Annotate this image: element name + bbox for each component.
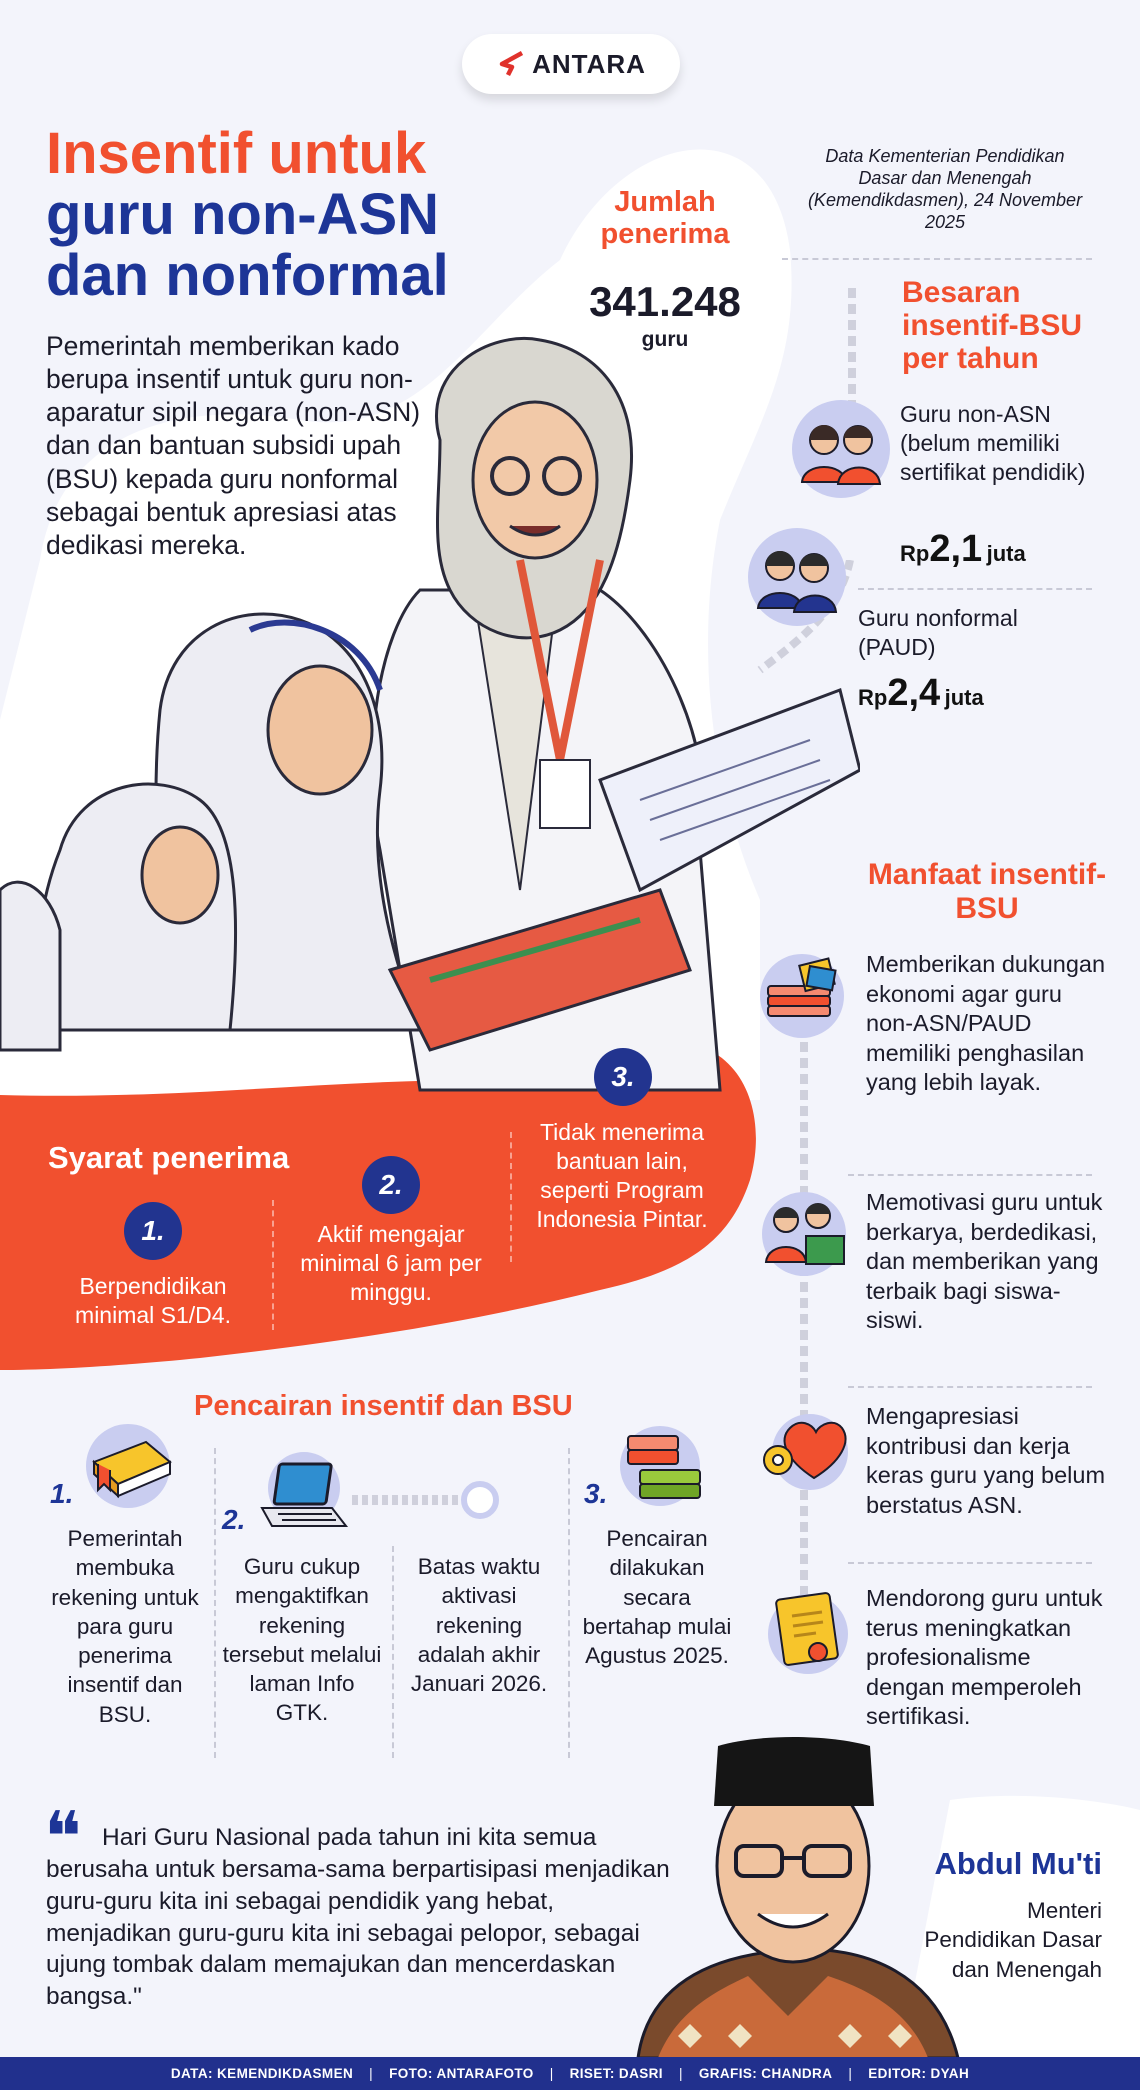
requirement-1-badge: 1.: [124, 1202, 182, 1260]
headline: [46, 121, 586, 308]
credit-separator: |: [369, 2066, 374, 2081]
requirement-2-badge: 2.: [362, 1156, 420, 1214]
brand-name: ANTARA: [532, 48, 646, 79]
credit-photo: FOTO: ANTARAFOTO: [389, 2066, 534, 2081]
headline-line-3: dan nonformal: [46, 242, 449, 308]
amount-item-1-label: Guru non-ASN (belum memiliki sertifikat pendidik): [900, 401, 1086, 486]
quote-text: Hari Guru Nasional pada tahun ini kita semua berusaha untuk bersama-sama berpartisipasi menjadikan guru-guru kita ini sebagai pendidik yang hebat, menjadikan guru-guru kita ini sebagai pelopor, sebagai ujung tombak dalam memajukan dan mencerdaskan bangsa.": [46, 1824, 670, 2011]
amounts-divider: [858, 588, 1092, 590]
requirement-1-text: Berpendidikan minimal S1/D4.: [75, 1273, 231, 1328]
credit-graphics: GRAFIS: CHANDRA: [698, 2066, 833, 2081]
credit-data: DATA: KEMENDIKDASMEN: [170, 2066, 354, 2081]
benefits-connector: [800, 1010, 808, 1620]
requirement-2-text: Aktif mengajar minimal 6 jam per minggu.: [300, 1221, 482, 1305]
credit-research: RISET: DASRI: [569, 2066, 663, 2081]
minister-portrait: [618, 1736, 968, 2058]
benefit-divider-2: [848, 1386, 1092, 1388]
amount-item-2-label: Guru nonformal (PAUD): [858, 605, 1018, 661]
recipients-title: Jumlah penerima: [600, 186, 730, 251]
benefits-title: Manfaat insentif-BSU: [867, 858, 1107, 925]
teacher-board-icon: [756, 1186, 852, 1282]
step-2-text: Guru cukup mengaktifkan rekening tersebut melalui laman Info GTK.: [222, 1554, 382, 1726]
amount-item-2-value: [858, 672, 984, 715]
step-divider-3: [568, 1448, 570, 1758]
amount-item-1-number: 2,1: [929, 528, 983, 570]
certificate-icon: [760, 1582, 856, 1678]
benefit-divider-1: [848, 1174, 1092, 1176]
recipients-unit: guru: [641, 328, 689, 351]
data-source: Data Kementerian Pendidikan Dasar dan Menengah (Kemendikdasmen), 24 November 2025: [807, 146, 1083, 232]
speaker-name: Abdul Mu'ti: [934, 1846, 1102, 1881]
credit-separator: |: [678, 2066, 683, 2081]
amount-item-2-unit: juta: [944, 685, 984, 710]
amount-item-1-value: [900, 528, 1026, 571]
credit-editor: EDITOR: DYAH: [868, 2066, 970, 2081]
step-divider-1: [214, 1448, 216, 1758]
amount-item-2-number: 2,4: [887, 672, 941, 714]
intro-paragraph: Pemerintah memberikan kado berupa insentif untuk guru non-aparatur sipil negara (non-ASN) dan dan bantuan subsidi upah (BSU) kepada guru nonformal sebagai bentuk apresiasi atas dedikasi mereka.: [46, 331, 421, 560]
benefit-3-text: Mengapresiasi kontribusi dan kerja keras guru yang belum berstatus ASN.: [866, 1403, 1106, 1518]
disbursement-title: Pencairan insentif dan BSU: [194, 1390, 573, 1422]
step-3-text: Pencairan dilakukan secara bertahap mulai Agustus 2025.: [582, 1526, 732, 1668]
amount-item-1-unit: juta: [986, 541, 1026, 566]
recipients-value: 341.248: [589, 278, 741, 325]
amount-item-2-currency: Rp: [858, 685, 888, 710]
speaker-role: Menteri Pendidikan Dasar dan Menengah: [924, 1898, 1102, 1982]
teachers-blue-pair-icon: [748, 528, 846, 626]
step-1-text: Pemerintah membuka rekening untuk para guru penerima insentif dan BSU.: [51, 1526, 199, 1727]
step-divider-2: [392, 1546, 394, 1758]
cash-icon: [610, 1418, 710, 1518]
requirement-divider-2: [510, 1132, 512, 1262]
step-2-number: 2.: [222, 1504, 246, 1535]
step-deadline-text: Batas waktu aktivasi rekening adalah akhir Januari 2026.: [410, 1554, 548, 1696]
book-icon: [76, 1418, 176, 1518]
laptop-icon: [252, 1446, 352, 1546]
antara-logo-mark-icon: [496, 49, 526, 79]
money-stack-icon: [756, 950, 848, 1042]
step-1-number: 1.: [50, 1478, 74, 1509]
benefit-1-text: Memberikan dukungan ekonomi agar guru non-ASN/PAUD memiliki penghasilan yang lebih layak.: [866, 951, 1106, 1096]
amounts-title: Besaran insentif-BSU per tahun: [902, 276, 1082, 375]
benefit-4-text: Mendorong guru untuk terus meningkatkan profesionalisme dengan memperoleh sertifikasi.: [866, 1585, 1103, 1730]
amount-item-1-currency: Rp: [900, 541, 930, 566]
quote-mark-icon: ❝: [44, 1798, 74, 1876]
teachers-pair-icon: [792, 400, 890, 498]
amounts-connector: [848, 288, 856, 410]
credits-bar: [0, 2057, 1140, 2090]
benefit-divider-3: [848, 1562, 1092, 1564]
teachers-blue-icon: [748, 528, 846, 626]
heart-gear-icon: [756, 1400, 852, 1496]
headline-line-2: guru non-ASN: [46, 181, 440, 247]
credit-separator: |: [549, 2066, 554, 2081]
step-3-number: 3.: [584, 1478, 608, 1509]
requirements-title: Syarat penerima: [48, 1140, 290, 1175]
benefit-2-text: Memotivasi guru untuk berkarya, berdedikasi, dan memberikan yang terbaik bagi siswa-siswi.: [866, 1189, 1103, 1334]
step-2-connector: [352, 1478, 502, 1524]
teachers-orange-icon: [792, 400, 890, 498]
requirement-3-badge: 3.: [594, 1048, 652, 1106]
antara-logo: [462, 34, 680, 94]
source-divider: [782, 258, 1092, 260]
requirement-divider-1: [272, 1200, 274, 1330]
requirement-3-text: Tidak menerima bantuan lain, seperti Program Indonesia Pintar.: [536, 1119, 708, 1232]
credit-separator: |: [848, 2066, 853, 2081]
headline-line-1: Insentif untuk: [46, 121, 427, 186]
